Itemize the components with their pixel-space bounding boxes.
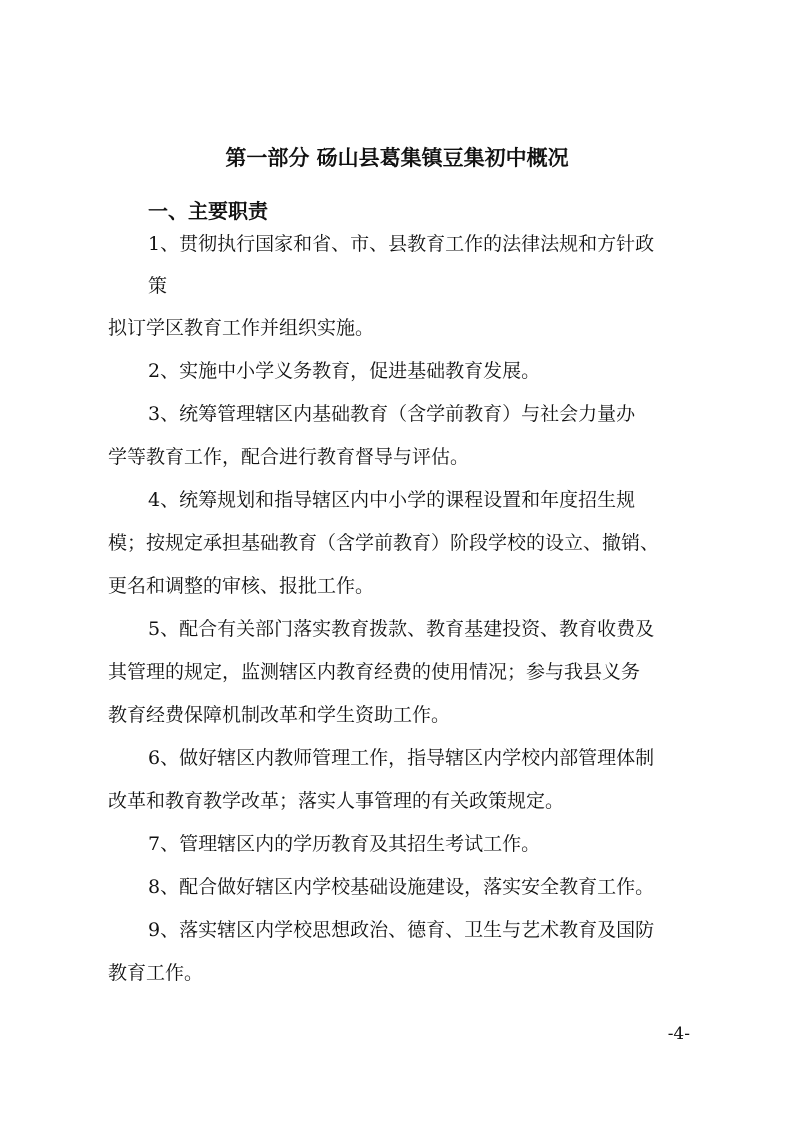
duty-2-line-1: 2、实施中小学义务教育，促进基础教育发展。 [148, 360, 541, 382]
duty-3-line-2: 学等教育工作，配合进行教育督导与评估。 [108, 446, 470, 468]
page-number: -4- [667, 1024, 690, 1044]
duty-6-line-1: 6、做好辖区内教师管理工作，指导辖区内学校内部管理体制 [148, 747, 655, 769]
page-title: 第一部分 砀山县葛集镇豆集初中概况 [225, 146, 569, 170]
duty-9-line-2: 教育工作。 [108, 962, 204, 984]
duty-5-line-2: 其管理的规定，监测辖区内教育经费的使用情况；参与我县义务 [108, 661, 641, 683]
duty-5-line-1: 5、配合有关部门落实教育拨款、教育基建投资、教育收费及 [148, 618, 655, 640]
duty-4-line-1: 4、统筹规划和指导辖区内中小学的课程设置和年度招生规 [148, 489, 636, 511]
duty-1-line-3: 拟订学区教育工作并组织实施。 [108, 317, 375, 339]
duty-9-line-1: 9、落实辖区内学校思想政治、德育、卫生与艺术教育及国防 [148, 919, 655, 941]
duty-4-line-3: 更名和调整的审核、报批工作。 [108, 575, 375, 597]
duty-3-line-1: 3、统筹管理辖区内基础教育（含学前教育）与社会力量办 [148, 403, 636, 425]
duty-4-line-2: 模；按规定承担基础教育（含学前教育）阶段学校的设立、撤销、 [108, 532, 660, 554]
duty-5-line-3: 教育经费保障机制改革和学生资助工作。 [108, 704, 451, 726]
section-heading-main-duties: 一、主要职责 [148, 199, 268, 223]
duty-1-line-1: 1、贯彻执行国家和省、市、县教育工作的法律法规和方针政 [148, 233, 655, 255]
duty-7-line-1: 7、管理辖区内的学历教育及其招生考试工作。 [148, 833, 541, 855]
duty-8-line-1: 8、配合做好辖区内学校基础设施建设，落实安全教育工作。 [148, 876, 655, 898]
duty-6-line-2: 改革和教育教学改革；落实人事管理的有关政策规定。 [108, 790, 565, 812]
duty-1-line-2: 策 [148, 275, 168, 297]
